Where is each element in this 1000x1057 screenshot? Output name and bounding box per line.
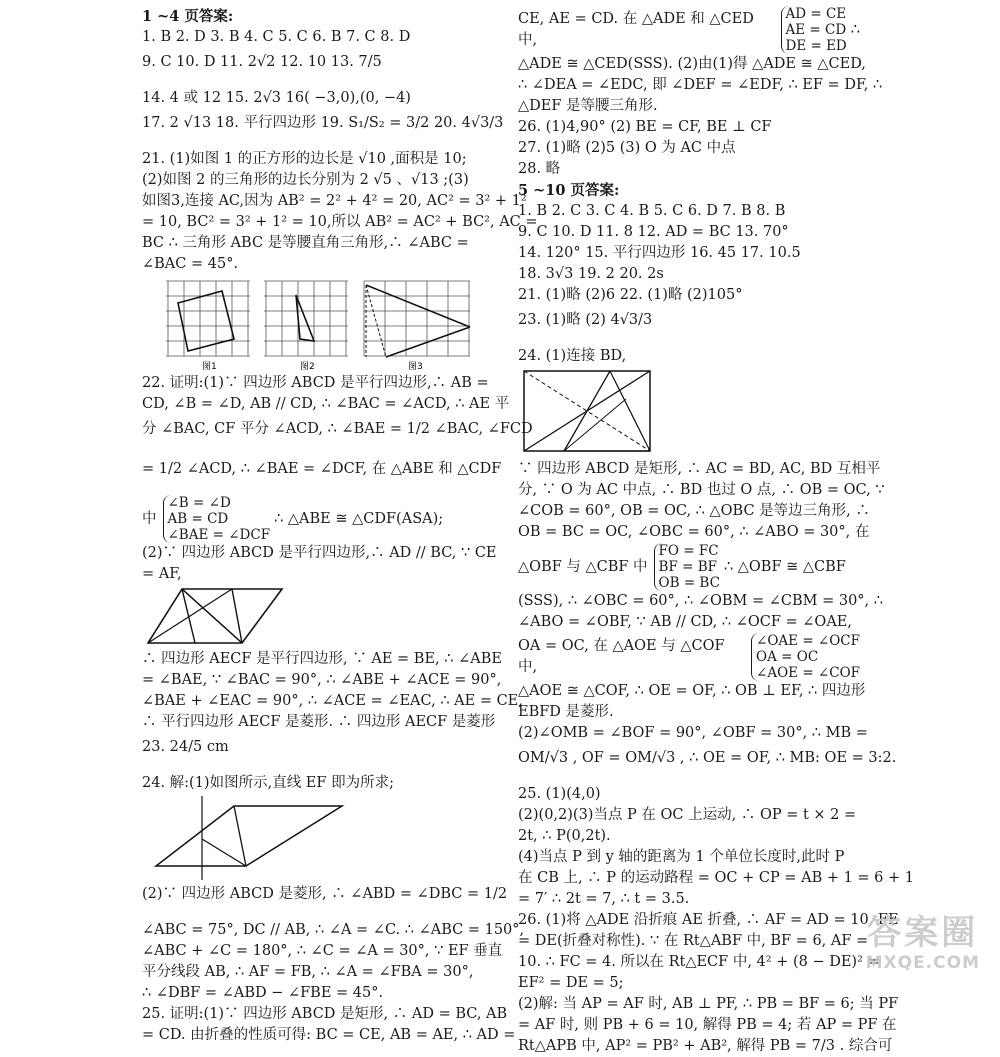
answer-line: (2)∵ 四边形 ABCD 是菱形, ∴ ∠ABD = ∠DBC = 1/2 <box>142 886 508 902</box>
brace-lead-text: △OBF 与 △CBF 中 <box>518 558 648 575</box>
answer-line: △DEF 是等腰三角形. <box>518 98 658 114</box>
answer-line: Rt△APB 中, AP² = PB² + AB², 解得 PB = 7/3 . 综合可 <box>518 1038 893 1054</box>
right-column <box>518 6 915 1057</box>
rhombus-figure <box>142 794 352 880</box>
congruence-block-24b <box>518 633 860 681</box>
answer-line: ∠BAE + ∠EAC = 90°, ∴ ∠ACE = ∠EAC, ∴ AE = CE, <box>142 693 523 709</box>
figure-caption: 图1 <box>202 362 217 371</box>
watermark-url: MXQE.COM <box>865 953 980 973</box>
answer-line: = 1/2 ∠ACD, ∴ ∠BAE = ∠DCF, 在 △ABE 和 △CDF <box>142 461 502 477</box>
brace-condition: AE = CD <box>785 22 847 38</box>
answer-line: = AF 时, 则 PB + 6 = 10, 解得 PB = 4; 若 AP = PF 在 <box>518 1017 897 1033</box>
answer-line: 如图3,连接 AC,因为 AB² = 2² + 4² = 20, AC² = 3² + 1² <box>142 193 527 209</box>
answer-line: ∵ 四边形 ABCD 是矩形, ∴ AC = BD, AC, BD 互相平 <box>518 461 881 477</box>
answer-line: 平分线段 AB, ∴ AF = FB, ∴ ∠A = ∠FBA = 30°, <box>142 964 474 980</box>
brace-system <box>751 633 860 681</box>
brace-condition: OA = OC <box>756 649 819 665</box>
figure-2-triangle-on-grid <box>264 279 348 371</box>
answer-line: 21. (1)略 (2)6 22. (1)略 (2)105° <box>518 287 743 303</box>
congruence-block-22 <box>142 495 492 543</box>
answer-line: 28. 略 <box>518 161 561 177</box>
answer-line: 10. ∴ FC = 4. 所以在 Rt△ECF 中, 4² + (8 − DE)² = <box>518 954 880 970</box>
figure-caption: 图2 <box>300 362 315 371</box>
figure-1-square-on-grid <box>166 279 250 371</box>
answer-line: ∠ABO = ∠OBF, ∵ AB // CD, ∴ ∠OCF = ∠OAE, <box>518 614 852 630</box>
section-heading-1-4: 1 ~4 页答案: <box>142 8 234 25</box>
answer-line: = ∠BAE, ∵ ∠BAC = 90°, ∴ ∠ABE + ∠ACE = 90°, <box>142 672 502 688</box>
answer-line: (4)当点 P 到 y 轴的距离为 1 个单位长度时,此时 P <box>518 849 845 865</box>
answer-line: 23. (1)略 (2) 4√3/3 <box>518 312 653 328</box>
answer-line: 24. 解:(1)如图所示,直线 EF 即为所求; <box>142 775 394 791</box>
answer-line: 24. (1)连接 BD, <box>518 348 627 364</box>
answer-line: (2)∠OMB = ∠BOF = 90°, ∠OBF = 30°, ∴ MB = <box>518 725 868 741</box>
answer-line: (2)如图 2 的三角形的边长分别为 2 √5 、√13 ;(3) <box>142 172 469 188</box>
answer-line: EF² = DE = 5; <box>518 975 624 991</box>
answer-line: 1. B 2. C 3. C 4. B 5. C 6. D 7. B 8. B <box>518 203 786 219</box>
answer-line: △AOE ≅ △COF, ∴ OE = OF, ∴ OB ⊥ EF, ∴ 四边形 <box>518 683 866 699</box>
answer-line: (SSS), ∴ ∠OBC = 60°, ∴ ∠OBM = ∠CBM = 30°, ∴ <box>518 593 883 609</box>
left-column <box>142 6 538 1046</box>
figure-caption: 图3 <box>408 362 423 371</box>
grid-figures-21 <box>166 279 492 371</box>
answer-line: ∠BAC = 45°. <box>142 256 239 272</box>
watermark-text: 答案圈 <box>867 913 979 953</box>
answer-line: OB = BC = OC, ∠OBC = 60°, ∴ ∠ABO = 30°, 在 <box>518 524 870 540</box>
congruence-block-25 <box>518 6 860 54</box>
brace-lead-text: CE, AE = CD. 在 △ADE 和 △CED 中, <box>518 11 754 48</box>
brace-lead-text: OA = OC, 在 △AOE 与 △COF 中, <box>518 638 725 675</box>
answer-line: 14. 120° 15. 平行四边形 16. 45 17. 10.5 <box>518 245 801 261</box>
brace-condition: ∠B = ∠D <box>167 495 231 511</box>
answer-line: 在 CB 上, ∴ P 的运动路程 = OC + CP = AB + 1 = 6 + 1 <box>518 870 915 886</box>
answer-line: ∴ 四边形 AECF 是平行四边形, ∵ AE = BE, ∴ ∠ABE <box>142 651 502 667</box>
brace-lead-text: 中 <box>142 510 157 527</box>
section-heading-5-10: 5 ~10 页答案: <box>518 182 620 199</box>
answer-line: 27. (1)略 (2)5 (3) O 为 AC 中点 <box>518 140 736 156</box>
brace-condition: AB = CD <box>167 511 229 527</box>
answer-line: 2t, ∴ P(0,2t). <box>518 828 611 844</box>
brace-condition: DE = ED <box>785 38 847 54</box>
answer-line: 21. (1)如图 1 的正方形的边长是 √10 ,面积是 10; <box>142 151 467 167</box>
answer-line: (2)∵ 四边形 ABCD 是平行四边形,∴ AD // BC, ∵ CE <box>142 545 497 561</box>
answer-line: BC ∴ 三角形 ABC 是等腰直角三角形,∴ ∠ABC = <box>142 235 469 251</box>
rectangle-figure <box>518 367 658 459</box>
answer-line: OM/√3 , OF = OM/√3 , ∴ OE = OF, ∴ MB: OE = 3:2. <box>518 750 897 766</box>
answer-line: CD, ∠B = ∠D, AB // CD, ∴ ∠BAC = ∠ACD, ∴ AE 平 <box>142 396 510 412</box>
brace-condition: ∠AOE = ∠COF <box>756 665 860 681</box>
answer-line: △ADE ≅ △CED(SSS). (2)由(1)得 △ADE ≅ △CED, <box>518 56 866 72</box>
answer-line: ∴ ∠DBF = ∠ABD − ∠FBE = 45°. <box>142 985 384 1001</box>
brace-condition: OB = BC <box>658 575 720 591</box>
answer-line: 25. (1)(4,0) <box>518 786 601 802</box>
brace-system <box>781 6 847 54</box>
brace-condition: AD = CE <box>785 6 847 22</box>
answer-line: 18. 3√3 19. 2 20. 2s <box>518 266 664 282</box>
answer-line: 25. 证明:(1)∵ 四边形 ABCD 是矩形, ∴ AD = BC, AB <box>142 1006 508 1022</box>
answer-line: = 7′ ∴ 2t = 7, ∴ t = 3.5. <box>518 891 690 907</box>
brace-conclusion: ∴ <box>850 21 860 38</box>
answer-line: 14. 4 或 12 15. 2√3 16( −3,0),(0, −4) <box>142 90 411 106</box>
answer-line: 9. C 10. D 11. 2√2 12. 10 13. 7/5 <box>142 54 382 70</box>
answer-line: 26. (1)将 △ADE 沿折痕 AE 折叠, ∴ AF = AD = 10, FE <box>518 912 899 928</box>
answer-line: 1. B 2. D 3. B 4. C 5. C 6. B 7. C 8. D <box>142 29 411 45</box>
answer-line: 分, ∵ O 为 AC 中点, ∴ BD 也过 O 点, ∴ OB = OC, ∵ <box>518 482 885 498</box>
answer-line: ∴ 平行四边形 AECF 是菱形. ∴ 四边形 AECF 是菱形 <box>142 714 496 730</box>
brace-conclusion: ∴ △ABE ≅ △CDF(ASA); <box>274 510 444 527</box>
answer-line: 22. 证明:(1)∵ 四边形 ABCD 是平行四边形,∴ AB = <box>142 375 489 391</box>
brace-condition: BF = BF <box>658 559 718 575</box>
figure-3-triangle-on-grid <box>362 279 472 371</box>
brace-system <box>654 543 720 591</box>
brace-condition: FO = FC <box>658 543 719 559</box>
answer-line: = AF, <box>142 566 182 582</box>
answer-line: EBFD 是菱形. <box>518 704 614 720</box>
answer-line: 17. 2 √13 18. 平行四边形 19. S₁/S₂ = 3/2 20. 4√3/3 <box>142 115 504 131</box>
answer-line: (2)(0,2)(3)当点 P 在 OC 上运动, ∴ OP = t × 2 = <box>518 807 857 823</box>
parallelogram-figure <box>142 585 302 649</box>
answer-line: 9. C 10. D 11. 8 12. AD = BC 13. 70° <box>518 224 789 240</box>
answer-line: = DE(折叠对称性). ∵ 在 Rt△ABF 中, BF = 6, AF = <box>518 933 869 949</box>
answer-line: 分 ∠BAC, CF 平分 ∠ACD, ∴ ∠BAE = 1/2 ∠BAC, ∠FCD <box>142 421 533 437</box>
answer-line: = CD. 由折叠的性质可得: BC = CE, AB = AE, ∴ AD = <box>142 1027 516 1043</box>
brace-system <box>163 495 271 543</box>
brace-condition: ∠BAE = ∠DCF <box>167 527 271 543</box>
watermark-logo <box>866 913 980 974</box>
answer-line: (2)解: 当 AP = AF 时, AB ⊥ PF, ∴ PB = BF = 6; 当 PF <box>518 996 899 1012</box>
brace-condition: ∠OAE = ∠OCF <box>756 633 860 649</box>
answer-line: ∠ABC = 75°, DC // AB, ∴ ∠A = ∠C. ∴ ∠ABC = 150°, <box>142 922 525 938</box>
answer-line: = 10, BC² = 3² + 1² = 10,所以 AB² = AC² + BC², AC = <box>142 214 538 230</box>
answer-line: ∠ABC + ∠C = 180°, ∴ ∠C = ∠A = 30°, ∵ EF 垂直 <box>142 943 503 959</box>
answer-line: 23. 24/5 cm <box>142 739 229 755</box>
answer-line: ∠COB = 60°, OB = OC, ∴ △OBC 是等边三角形, ∴ <box>518 503 870 519</box>
brace-conclusion: ∴ △OBF ≅ △CBF <box>723 558 846 575</box>
answer-line: 26. (1)4,90° (2) BE = CF, BE ⊥ CF <box>518 119 772 135</box>
congruence-block-24a <box>518 543 860 591</box>
answer-line: ∴ ∠DEA = ∠EDC, 即 ∠DEF = ∠EDF, ∴ EF = DF, ∴ <box>518 77 883 93</box>
